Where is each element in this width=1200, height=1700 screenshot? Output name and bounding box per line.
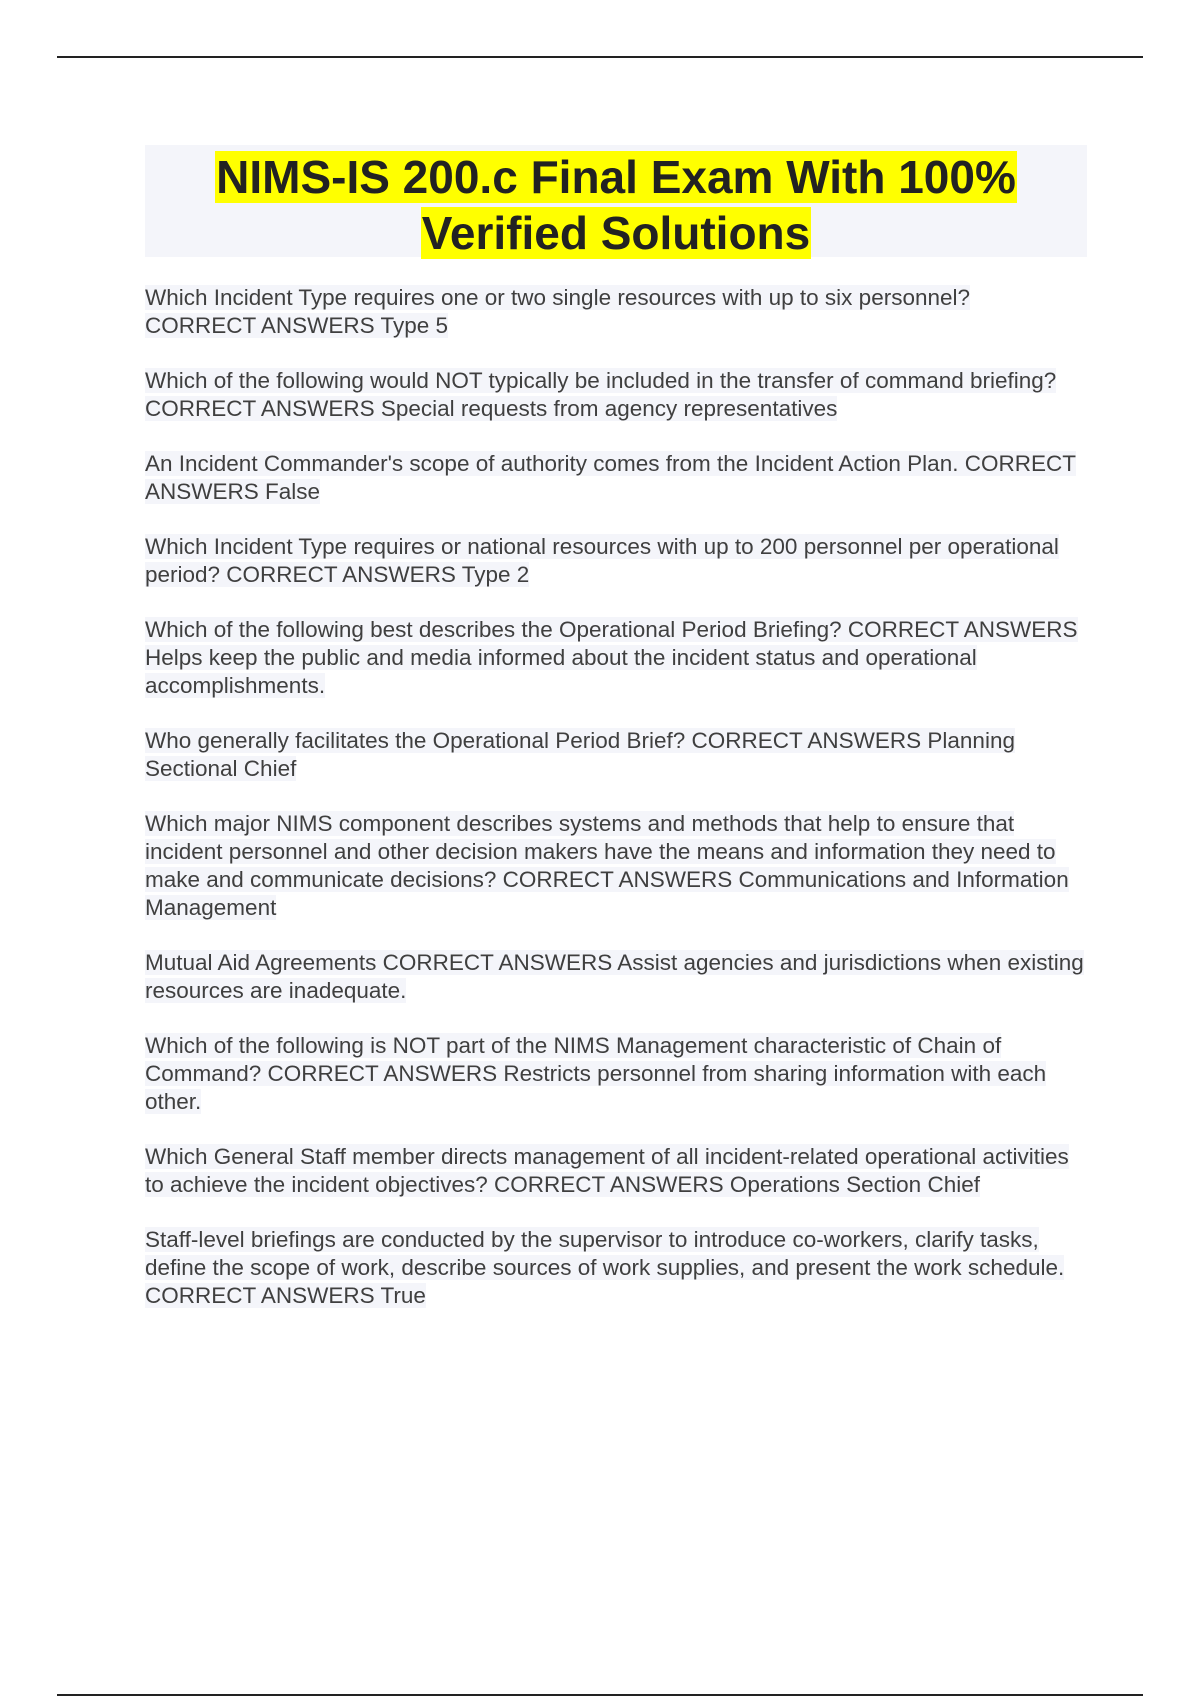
qa-list xyxy=(145,284,1087,1337)
qa-text: Who generally facilitates the Operational Period Brief? CORRECT ANSWERS Planning Sectional Chief xyxy=(145,728,1015,781)
qa-text: An Incident Commander's scope of authority comes from the Incident Action Plan. CORRECT ANSWERS False xyxy=(145,451,1076,504)
qa-item-1 xyxy=(145,284,1087,340)
qa-item-3 xyxy=(145,450,1087,506)
qa-text: Which of the following would NOT typically be included in the transfer of command briefing? CORRECT ANSWERS Special requests from agency representatives xyxy=(145,368,1057,421)
qa-text: Which Incident Type requires one or two single resources with up to six personnel? CORRECT ANSWERS Type 5 xyxy=(145,285,971,338)
page-title xyxy=(145,145,1087,261)
header-rule xyxy=(57,56,1143,58)
qa-text: Which of the following best describes the Operational Period Briefing? CORRECT ANSWERS Helps keep the public and media informed about the incident status and operational accomplishments. xyxy=(145,617,1078,698)
footer-rule xyxy=(57,1694,1143,1696)
qa-text: Which major NIMS component describes systems and methods that help to ensure that incident personnel and other decision makers have the means and information they need to make and communicate decisions? CORRECT ANSWERS Communications and Information Management xyxy=(145,811,1069,920)
qa-text: Which General Staff member directs management of all incident-related operational activities to achieve the incident objectives? CORRECT ANSWERS Operations Section Chief xyxy=(145,1144,1069,1197)
qa-text: Which of the following is NOT part of the NIMS Management characteristic of Chain of Command? CORRECT ANSWERS Restricts personnel from sharing information with each other. xyxy=(145,1033,1047,1114)
qa-text: Staff-level briefings are conducted by the supervisor to introduce co-workers, clarify tasks, define the scope of work, describe sources of work supplies, and present the work schedule. CORRECT ANSWERS True xyxy=(145,1227,1065,1308)
qa-item-9 xyxy=(145,1032,1087,1116)
qa-item-4 xyxy=(145,533,1087,589)
qa-item-6 xyxy=(145,727,1087,783)
title-line-1: NIMS-IS 200.c Final Exam With 100% xyxy=(216,151,1016,203)
title-line-2: Verified Solutions xyxy=(421,207,811,259)
qa-text: Mutual Aid Agreements CORRECT ANSWERS Assist agencies and jurisdictions when existing resources are inadequate. xyxy=(145,950,1084,1003)
title-block xyxy=(145,145,1087,257)
qa-item-8 xyxy=(145,949,1087,1005)
qa-text: Which Incident Type requires or national resources with up to 200 personnel per operational period? CORRECT ANSWERS Type 2 xyxy=(145,534,1059,587)
qa-item-11 xyxy=(145,1226,1087,1310)
qa-item-7 xyxy=(145,810,1087,922)
qa-item-10 xyxy=(145,1143,1087,1199)
qa-item-5 xyxy=(145,616,1087,700)
qa-item-2 xyxy=(145,367,1087,423)
